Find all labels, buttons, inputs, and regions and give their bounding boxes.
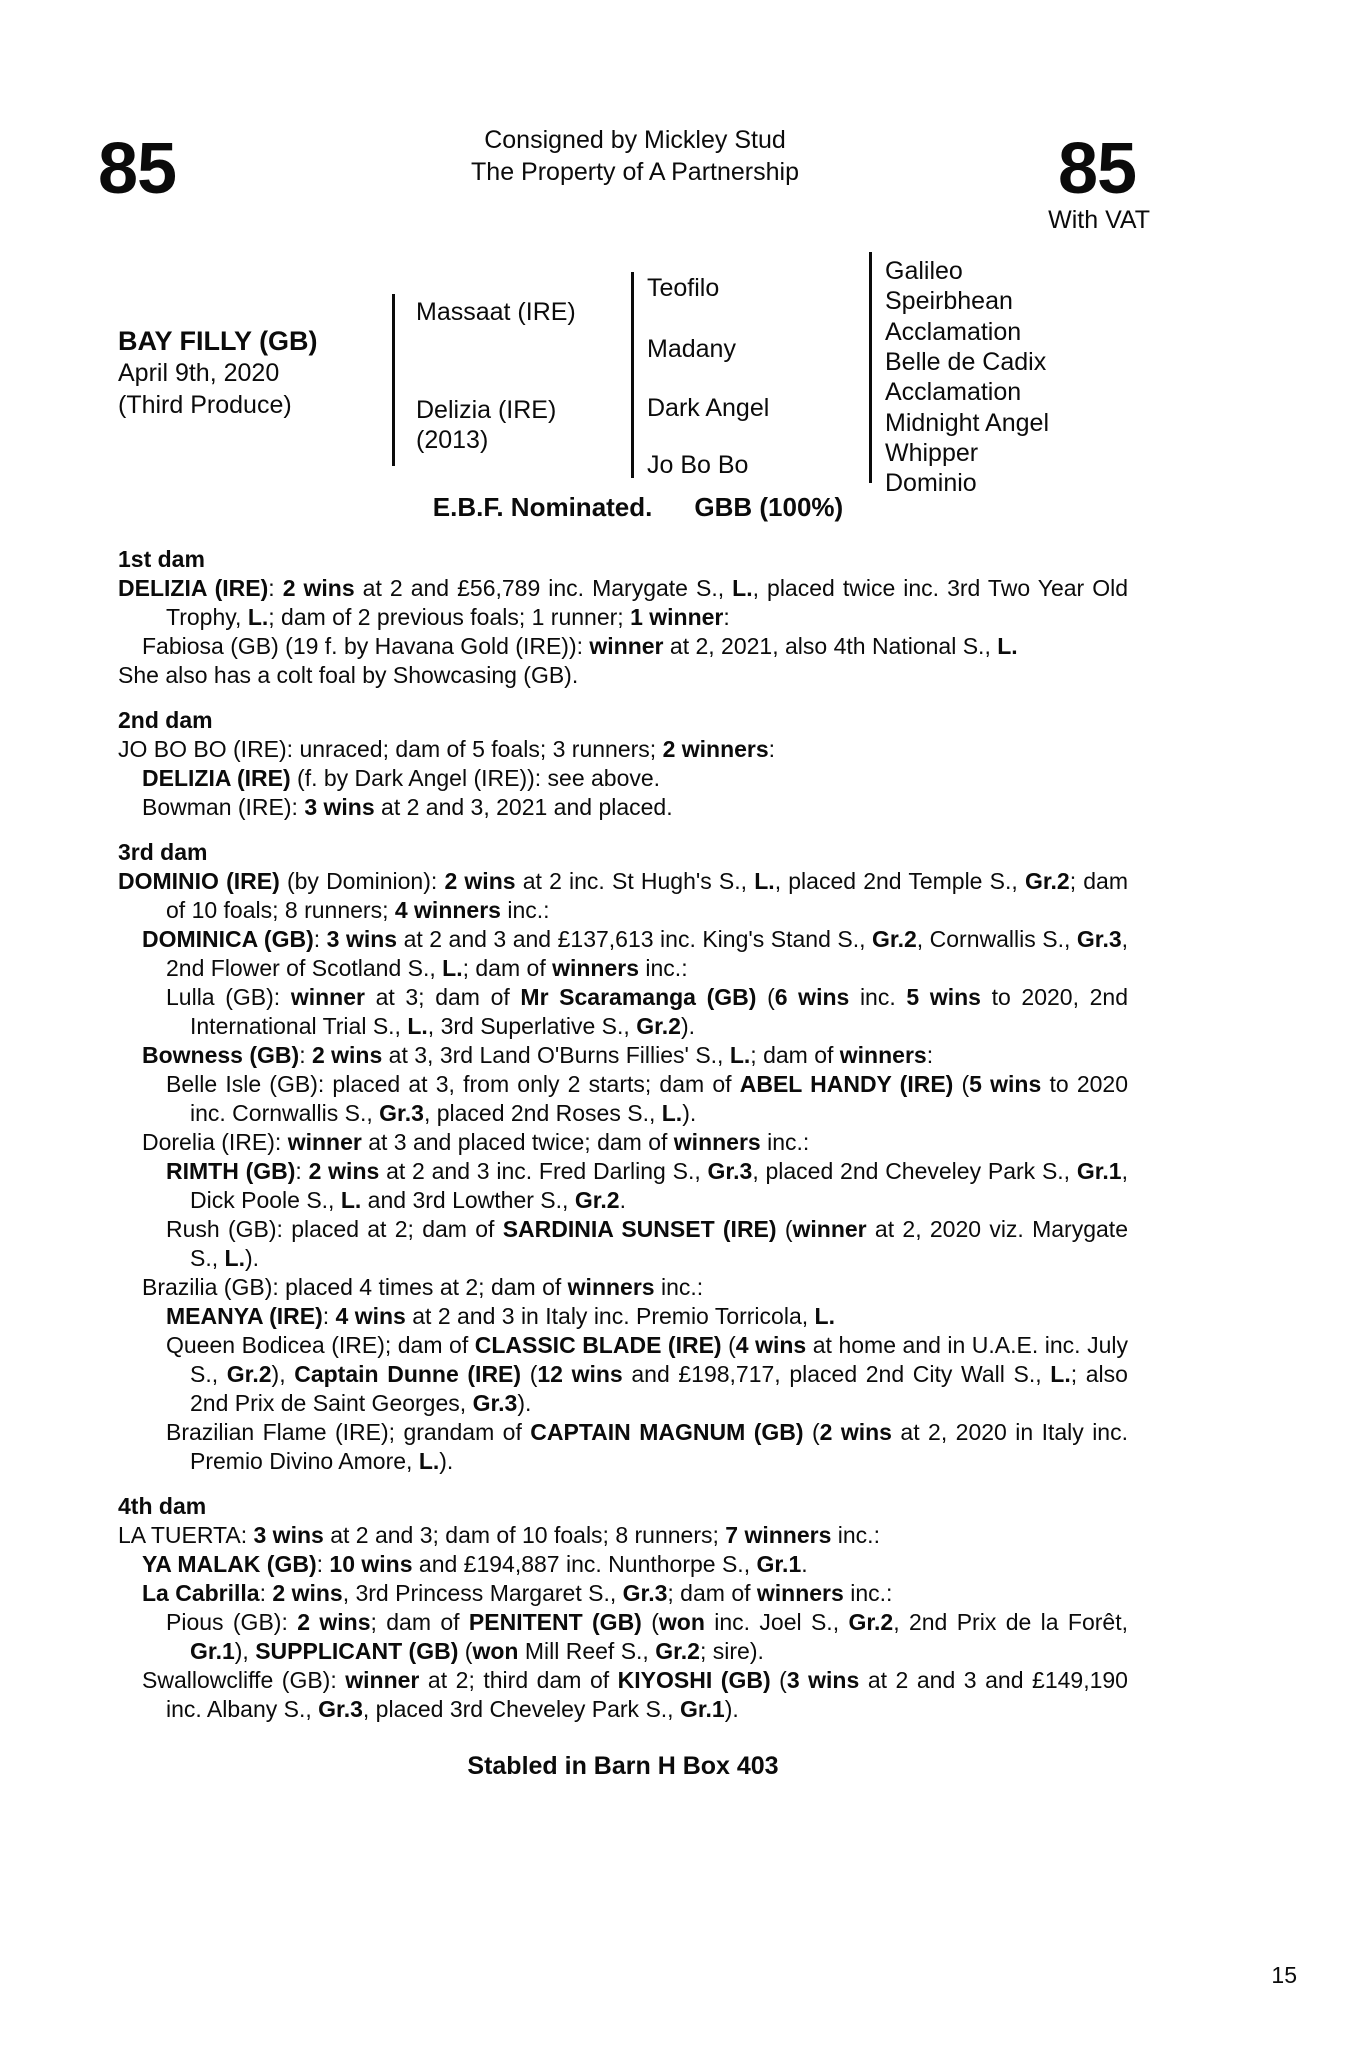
emphasis-text: L. [340, 1187, 362, 1213]
emphasis-text: DOMINICA (GB) [142, 926, 314, 952]
body-text: inc.: [760, 1129, 810, 1155]
body-text: . [801, 1551, 808, 1577]
body-text: : [723, 604, 730, 630]
pedigree-paragraph [118, 1128, 1128, 1157]
emphasis-text: PENITENT (GB) [468, 1609, 642, 1635]
emphasis-text: 12 wins [537, 1361, 623, 1387]
sire-sire: Teofilo [647, 274, 720, 302]
pedigree-paragraph [118, 1608, 1128, 1666]
body-text: ( [803, 1419, 820, 1445]
emphasis-text: Gr.1 [679, 1696, 725, 1722]
dam-block [416, 395, 556, 455]
pedigree-paragraph [118, 1070, 1128, 1128]
body-text: Fabiosa (GB) (19 f. by Havana Gold (IRE)): [142, 633, 590, 659]
body-text: , 3rd Princess Margaret S., [342, 1580, 623, 1606]
body-text: ( [521, 1361, 538, 1387]
emphasis-text: 4 wins [335, 1303, 406, 1329]
body-text: , placed 2nd Roses S., [423, 1100, 662, 1126]
body-text: ( [953, 1071, 970, 1097]
emphasis-text: Gr.3 [472, 1390, 518, 1416]
emphasis-text: L. [442, 955, 463, 981]
subject-foaling-date: April 9th, 2020 [118, 359, 280, 387]
emphasis-text: won [472, 1638, 519, 1664]
emphasis-text: 2 wins [308, 1158, 380, 1184]
body-text: ), [234, 1638, 256, 1664]
body-text: ). [724, 1696, 739, 1722]
emphasis-text: Gr.2 [574, 1187, 620, 1213]
emphasis-text: Gr.2 [226, 1361, 272, 1387]
emphasis-text: L. [754, 868, 775, 894]
body-text: , placed 3rd Cheveley Park S., [362, 1696, 680, 1722]
emphasis-text: 3 wins [304, 794, 375, 820]
subject-block [118, 325, 318, 421]
body-text: , placed twice inc. 3rd Two Year Old Trophy, [166, 575, 1129, 630]
pedigree-paragraph [118, 632, 1128, 661]
emphasis-text: Gr.3 [622, 1580, 668, 1606]
pedigree-paragraph [118, 983, 1128, 1041]
emphasis-text: 2 wins [819, 1419, 892, 1445]
body-text: ( [770, 1667, 787, 1693]
body-text: Queen Bodicea (IRE); dam of [166, 1332, 475, 1358]
gen3-name: Acclamation [885, 378, 1022, 406]
body-text: , 2nd Prix de la Forêt, [893, 1609, 1128, 1635]
gen3-name: Speirbhean [885, 287, 1013, 315]
emphasis-text: Gr.1 [756, 1551, 802, 1577]
emphasis-text: winner [345, 1667, 420, 1693]
sire-dam: Madany [647, 335, 736, 363]
body-text: ( [776, 1216, 793, 1242]
emphasis-text: winners [839, 1042, 927, 1068]
lot-number-right: 85 [1058, 129, 1137, 209]
body-text: : [313, 926, 327, 952]
consignor-line: Consigned by Mickley Stud [484, 126, 786, 154]
body-text: Belle Isle (GB): placed at 3, from only 2 starts; dam of [166, 1071, 740, 1097]
gen3-name: Belle de Cadix [885, 348, 1047, 376]
emphasis-text: Gr.2 [1024, 868, 1070, 894]
body-text: at 2 and 3; dam of 10 foals; 8 runners; [323, 1522, 726, 1548]
emphasis-text: KIYOSHI (GB) [617, 1667, 771, 1693]
pedigree-paragraph [118, 764, 1128, 793]
body-text: inc.: [654, 1274, 704, 1300]
emphasis-text: winner [589, 633, 664, 659]
body-text: : [322, 1303, 336, 1329]
section-heading: 2nd dam [118, 707, 213, 733]
pedigree-paragraph [118, 661, 1128, 690]
dam-section [118, 545, 1128, 690]
body-text: Swallowcliffe (GB): [142, 1667, 346, 1693]
pedigree-paragraph [118, 1666, 1128, 1724]
emphasis-text: L. [732, 575, 753, 601]
pedigree-bracket-gen1 [392, 294, 395, 466]
emphasis-text: Captain Dunne (IRE) [294, 1361, 522, 1387]
body-text: at 2 and £56,789 inc. Marygate S., [354, 575, 733, 601]
body-text: Brazilia (GB): placed 4 times at 2; dam of [142, 1274, 568, 1300]
body-text: ; dam of 10 foals; 8 runners; [166, 868, 1129, 923]
body-text: Brazilian Flame (IRE); grandam of [166, 1419, 531, 1445]
emphasis-text: CLASSIC BLADE (IRE) [474, 1332, 722, 1358]
body-text: at 2; third dam of [419, 1667, 618, 1693]
emphasis-text: 4 wins [735, 1332, 807, 1358]
pedigree-paragraph [118, 925, 1128, 983]
gen3-name: Galileo [885, 257, 963, 285]
body-text: at 2 inc. St Hugh's S., [515, 868, 755, 894]
body-text: inc. [849, 984, 907, 1010]
emphasis-text: winners [567, 1274, 655, 1300]
body-text: ; dam of [667, 1580, 757, 1606]
body-text: Rush (GB): placed at 2; dam of [166, 1216, 503, 1242]
body-text: JO BO BO (IRE): unraced; dam of 5 foals; 3 runners; [118, 736, 663, 762]
emphasis-text: DOMINIO (IRE) [118, 868, 280, 894]
emphasis-text: 10 wins [329, 1551, 413, 1577]
body-text: . [619, 1187, 626, 1213]
subject-name: BAY FILLY (GB) [118, 326, 318, 356]
section-heading: 1st dam [118, 546, 205, 572]
body-text: She also has a colt foal by Showcasing (GB). [118, 662, 579, 688]
emphasis-text: L. [407, 1013, 428, 1039]
body-text: inc.: [639, 955, 688, 981]
emphasis-text: SUPPLICANT (GB) [255, 1638, 459, 1664]
pedigree-paragraph [118, 1157, 1128, 1215]
pedigree-paragraph [118, 735, 1128, 764]
emphasis-text: Gr.2 [655, 1638, 700, 1664]
emphasis-text: 2 wins [444, 868, 516, 894]
body-text: at 3 and placed twice; dam of [361, 1129, 674, 1155]
page-number: 15 [1271, 1962, 1297, 1988]
emphasis-text: L. [729, 1042, 751, 1068]
emphasis-text: winner [287, 1129, 362, 1155]
emphasis-text: ABEL HANDY (IRE) [739, 1071, 954, 1097]
body-text: Lulla (GB): [166, 984, 291, 1010]
emphasis-text: Gr.3 [318, 1696, 363, 1722]
body-text: at 2, 2020 in Italy inc. Premio Divino Amore, [190, 1419, 1128, 1474]
emphasis-text: Gr.3 [1076, 926, 1122, 952]
property-line: The Property of A Partnership [471, 158, 799, 186]
pedigree-paragraph [118, 1215, 1128, 1273]
gen3-name: Whipper [885, 439, 979, 467]
body-text: ). [244, 1245, 260, 1271]
emphasis-text: 2 wins [311, 1042, 383, 1068]
body-text: : [259, 1580, 273, 1606]
emphasis-text: 6 wins [774, 984, 850, 1010]
body-text: , 2nd Flower of Scotland S., [166, 926, 1129, 981]
body-text: , 3rd Superlative S., [427, 1013, 637, 1039]
body-text: ; dam of [750, 1042, 840, 1068]
pedigree-text-sections [118, 545, 1128, 1781]
body-text: at 2 and 3 and £137,613 inc. King's Stand S., [397, 926, 872, 952]
emphasis-text: Mr Scaramanga (GB) [520, 984, 757, 1010]
body-text: Mill Reef S., [518, 1638, 656, 1664]
sire-name: Massaat (IRE) [416, 298, 576, 326]
dam-section [118, 1492, 1128, 1724]
body-text: , placed 2nd Temple S., [774, 868, 1025, 894]
pedigree-bracket-gen2 [631, 272, 634, 478]
emphasis-text: Gr.2 [872, 926, 917, 952]
emphasis-text: won [658, 1609, 705, 1635]
emphasis-text: Gr.3 [707, 1158, 753, 1184]
emphasis-text: L. [418, 1448, 440, 1474]
body-text: ). [439, 1448, 454, 1474]
dam-section [118, 838, 1128, 1476]
gbb-label: GBB (100%) [694, 492, 844, 522]
dam-name: Delizia (IRE) [416, 396, 557, 424]
body-text: : [268, 575, 283, 601]
pedigree-paragraph [118, 574, 1128, 632]
section-heading: 3rd dam [118, 839, 208, 865]
dam-year: (2013) [416, 426, 489, 454]
emphasis-text: CAPTAIN MAGNUM (GB) [530, 1419, 804, 1445]
emphasis-text: 5 wins [969, 1071, 1042, 1097]
body-text: to 2020, 2nd International Trial S., [190, 984, 1128, 1039]
emphasis-text: 1 winner [630, 604, 724, 630]
emphasis-text: L. [247, 604, 269, 630]
body-text: , Dick Poole S., [190, 1158, 1128, 1213]
vat-note: With VAT [1048, 206, 1150, 234]
body-text: ). [680, 1013, 696, 1039]
pedigree-paragraph [118, 1550, 1128, 1579]
emphasis-text: 3 wins [786, 1667, 860, 1693]
lot-number-left: 85 [98, 129, 177, 209]
body-text: and £194,887 inc. Nunthorpe S., [412, 1551, 757, 1577]
emphasis-text: L. [661, 1100, 683, 1126]
gen3-name: Acclamation [885, 318, 1022, 346]
body-text: ( [721, 1332, 736, 1358]
body-text: : [768, 736, 776, 762]
body-text: at 2, 2020 viz. Marygate S., [190, 1216, 1128, 1271]
body-text: and 3rd Lowther S., [361, 1187, 575, 1213]
body-text: LA TUERTA: [118, 1522, 254, 1548]
emphasis-text: 4 winners [394, 897, 501, 923]
section-heading: 4th dam [118, 1493, 207, 1519]
body-text: Pious (GB): [166, 1609, 298, 1635]
body-text: ; dam of 2 previous foals; 1 runner; [268, 604, 631, 630]
pedigree-bracket-gen3 [869, 252, 872, 483]
body-text: ). [682, 1100, 697, 1126]
pedigree-paragraph [118, 1521, 1128, 1550]
emphasis-text: L. [1050, 1361, 1071, 1387]
body-text: : [295, 1158, 309, 1184]
body-text: ), [271, 1361, 295, 1387]
nomination-line [118, 492, 1158, 523]
body-text: inc.: [831, 1522, 880, 1548]
emphasis-text: Gr.2 [636, 1013, 681, 1039]
dam-section [118, 706, 1128, 822]
emphasis-text: DELIZIA (IRE) [142, 765, 291, 791]
body-text: at 2 and 3, 2021 and placed. [374, 794, 673, 820]
emphasis-text: 2 wins [297, 1609, 371, 1635]
body-text: , placed 2nd Cheveley Park S., [752, 1158, 1077, 1184]
body-text: : [299, 1042, 312, 1068]
body-text: : [316, 1551, 330, 1577]
emphasis-text: L. [814, 1303, 835, 1329]
stabling-line: Stabled in Barn H Box 403 [467, 1752, 779, 1780]
emphasis-text: 3 wins [326, 926, 398, 952]
emphasis-text: Gr.3 [379, 1100, 424, 1126]
emphasis-text: winner [792, 1216, 867, 1242]
emphasis-text: 2 winners [662, 736, 769, 762]
emphasis-text: MEANYA (IRE) [166, 1303, 323, 1329]
body-text: ( [756, 984, 775, 1010]
emphasis-text: 2 wins [282, 575, 355, 601]
emphasis-text: 2 wins [272, 1580, 343, 1606]
body-text: to 2020 inc. Cornwallis S., [190, 1071, 1128, 1126]
body-text: , Cornwallis S., [916, 926, 1077, 952]
emphasis-text: winners [552, 955, 640, 981]
body-text: and £198,717, placed 2nd City Wall S., [622, 1361, 1051, 1387]
body-text: ( [458, 1638, 473, 1664]
emphasis-text: YA MALAK (GB) [142, 1551, 317, 1577]
body-text: ; dam of [370, 1609, 469, 1635]
body-text: at 2, 2021, also 4th National S., [663, 633, 998, 659]
body-text: ( [641, 1609, 659, 1635]
pedigree-paragraph [118, 1041, 1128, 1070]
emphasis-text: winners [756, 1580, 844, 1606]
body-text: ; also 2nd Prix de Saint Georges, [190, 1361, 1128, 1416]
pedigree-paragraph [118, 1273, 1128, 1302]
gen3-name: Midnight Angel [885, 409, 1050, 437]
dam-sire: Dark Angel [647, 394, 770, 422]
emphasis-text: winner [290, 984, 365, 1010]
body-text: at 2 and 3 inc. Fred Darling S., [379, 1158, 708, 1184]
emphasis-text: DELIZIA (IRE) [118, 575, 269, 601]
consignor-block [0, 124, 1270, 188]
body-text: (f. by Dark Angel (IRE)): see above. [290, 765, 661, 791]
emphasis-text: Bowness (GB) [142, 1042, 300, 1068]
emphasis-text: Gr.1 [190, 1638, 235, 1664]
emphasis-text: 3 wins [253, 1522, 324, 1548]
body-text: at 3, 3rd Land O'Burns Fillies' S., [382, 1042, 730, 1068]
pedigree-paragraph [118, 867, 1128, 925]
emphasis-text: RIMTH (GB) [166, 1158, 296, 1184]
body-text: at 3; dam of [364, 984, 521, 1010]
body-text: at home and in U.A.E. inc. July S., [190, 1332, 1128, 1387]
emphasis-text: L. [224, 1245, 245, 1271]
body-text: inc. Joel S., [704, 1609, 849, 1635]
body-text: Dorelia (IRE): [142, 1129, 288, 1155]
emphasis-text: winners [673, 1129, 761, 1155]
subject-produce-note: (Third Produce) [118, 391, 292, 419]
body-text: : [926, 1042, 934, 1068]
gen3-name: Dominio [885, 469, 977, 497]
ebf-nominated-label: E.B.F. Nominated. [432, 492, 653, 522]
pedigree-paragraph [118, 1579, 1128, 1608]
emphasis-text: La Cabrilla [142, 1580, 260, 1606]
body-text: inc.: [843, 1580, 893, 1606]
body-text: (by Dominion): [279, 868, 445, 894]
body-text: inc.: [500, 897, 550, 923]
emphasis-text: 7 winners [725, 1522, 832, 1548]
pedigree-paragraph [118, 1418, 1128, 1476]
emphasis-text: Gr.2 [848, 1609, 894, 1635]
body-text: ; dam of [462, 955, 553, 981]
dam-dam: Jo Bo Bo [647, 451, 749, 479]
emphasis-text: SARDINIA SUNSET (IRE) [502, 1216, 777, 1242]
pedigree-paragraph [118, 1302, 1128, 1331]
body-text: ). [517, 1390, 532, 1416]
body-text: at 2 and 3 and £149,190 inc. Albany S., [166, 1667, 1128, 1722]
pedigree-paragraph [118, 793, 1128, 822]
body-text: ; sire). [699, 1638, 764, 1664]
emphasis-text: 5 wins [906, 984, 981, 1010]
pedigree-paragraph [118, 1331, 1128, 1418]
emphasis-text: Gr.1 [1076, 1158, 1122, 1184]
body-text: Bowman (IRE): [142, 794, 305, 820]
body-text: at 2 and 3 in Italy inc. Premio Torricola, [405, 1303, 815, 1329]
emphasis-text: L. [997, 633, 1018, 659]
